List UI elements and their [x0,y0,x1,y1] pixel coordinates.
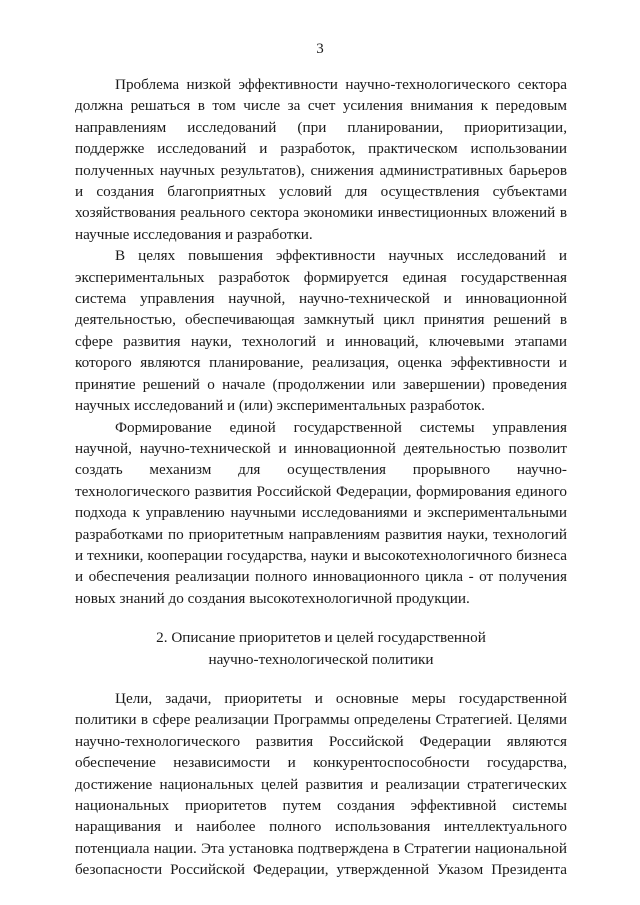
section-paragraph-1: Цели, задачи, приоритеты и основные меры государственной политики в сфере реализации Программы определены Стратегией. Целями научно-технологического развития Российской Федерации являются обеспечение независимости и конкурентоспособности государства, достижение национальных целей развития и реализации стратегических национальных приоритетов путем создания эффективной системы наращивания и наиболее полного использования интеллектуального потенциала нации. Эта установка подтверждена в Стратегии национальной безопасности Российской Федерации, утвержденной Указом Президента [75,689,567,879]
section-heading-line-2: научно-технологической политики [208,650,434,668]
paragraph-2: В целях повышения эффективности научных исследований и экспериментальных разработок формируется единая государственная система управления научной, научно-технической и инновационной деятельностью, обеспечивающая замкнутый цикл принятия решений в сфере развития науки, технологий и инноваций, ключевыми этапами которого являются планирование, реализация, оценка эффективности и принятие решений о начале (продолжении или завершении) проведения научных исследований и (или) экспериментальных разработок. [75,247,567,415]
document-body [75,74,567,881]
section-heading-line-1: 2. Описание приоритетов и целей государственной [156,629,486,647]
section-heading [75,627,567,670]
paragraph-3: Формирование единой государственной системы управления научной, научно-технической и инновационной деятельностью позволит создать механизм для осуществления прорывного научно-технологического развития Российской Федерации, формирования единого подхода к управлению научными исследованиями и экспериментальными разработками по приоритетным направлениям развития науки, технологий и техники, кооперации государства, науки и высокотехнологичного бизнеса и обеспечения реализации полного инновационного цикла - от получения новых знаний до создания высокотехнологичной продукции. [75,418,567,607]
page-number: 3 [316,41,324,57]
paragraph-1: Проблема низкой эффективности научно-технологического сектора должна решаться в том числе за счет усиления внимания к передовым направлениям исследований (при планировании, приоритизации, поддержке исследований и разработок, практическом использовании полученных научных результатов), снижения административных барьеров и создания благоприятных условий для осуществления субъектами хозяйствования реального сектора экономики инвестиционных вложений в научные исследования и разработки. [75,76,567,243]
